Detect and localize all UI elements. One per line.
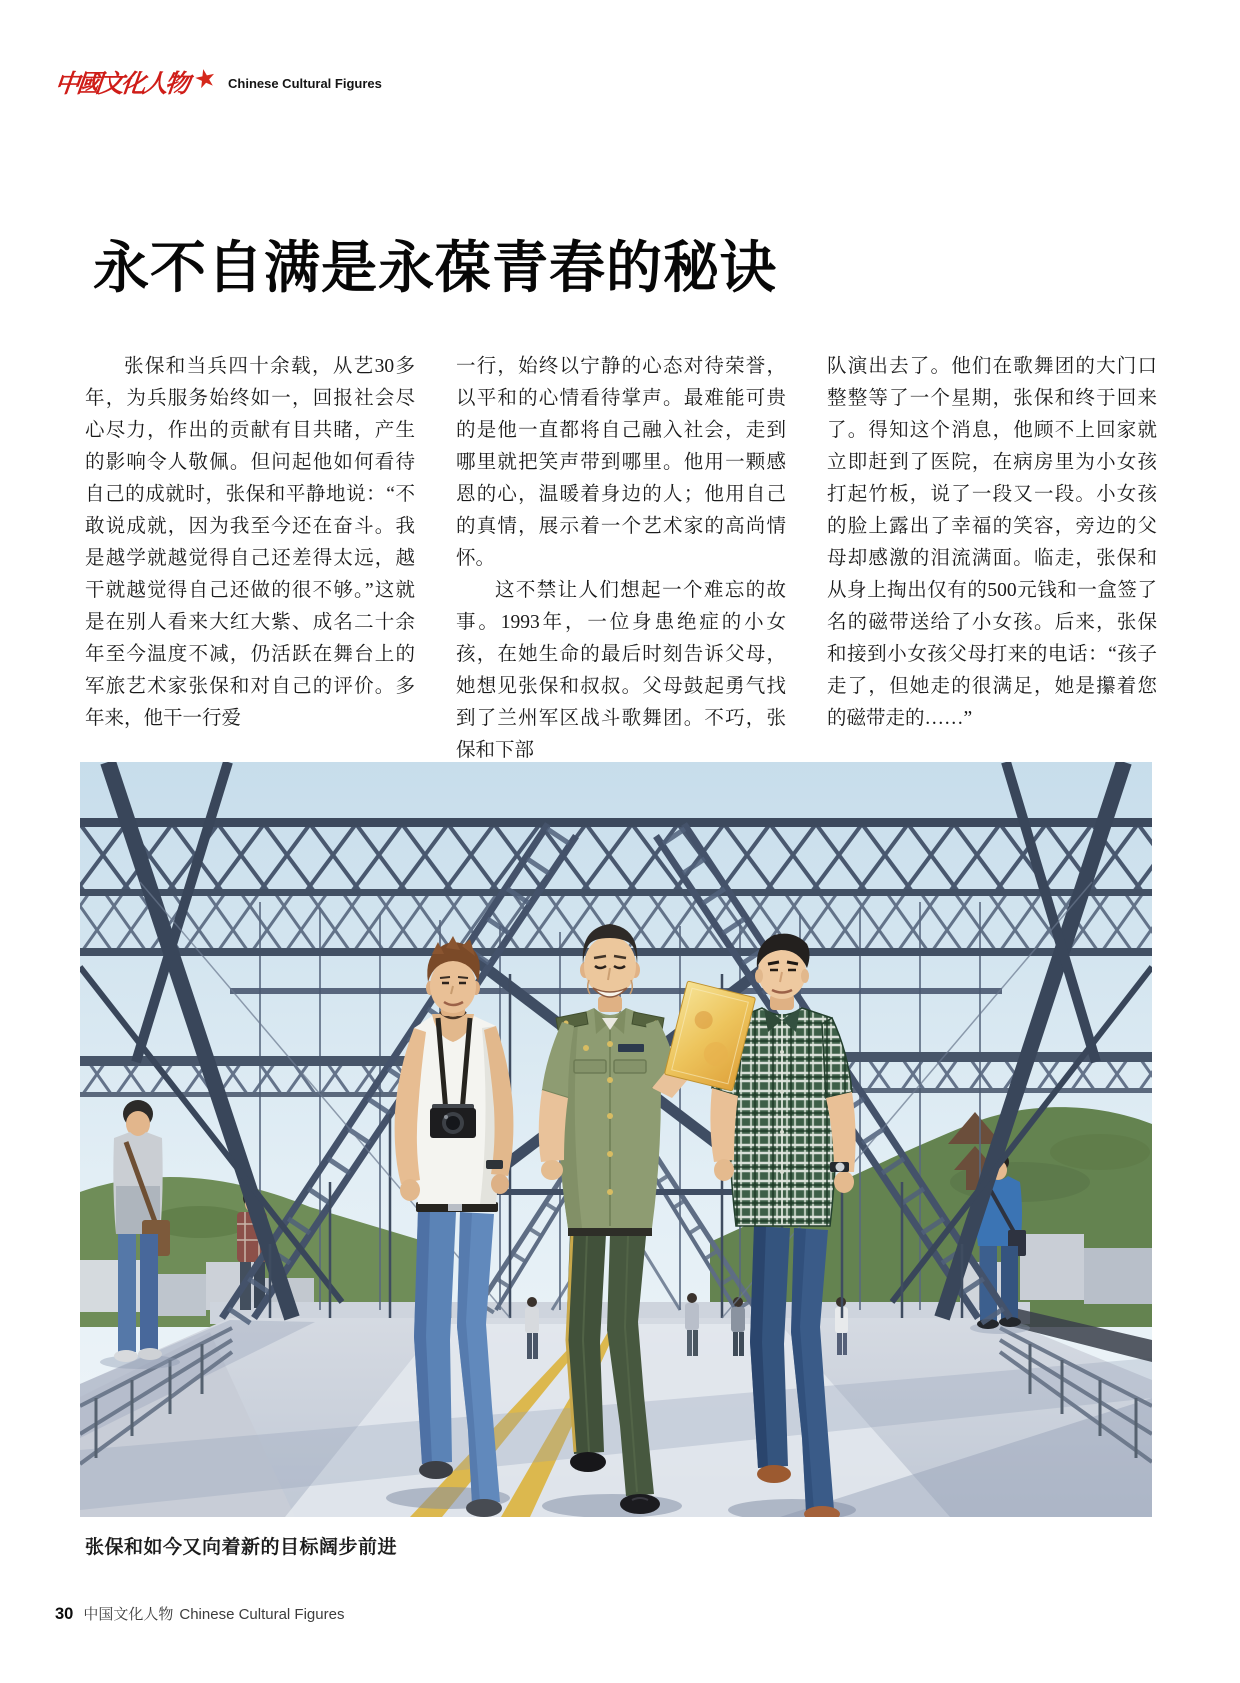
page-footer bbox=[55, 1603, 344, 1624]
camera bbox=[430, 1104, 476, 1138]
article-headline: 永不自满是永葆青春的秘诀 bbox=[93, 237, 777, 300]
watch bbox=[486, 1160, 503, 1169]
bridge-photo bbox=[80, 762, 1152, 1517]
page-number: 30 bbox=[55, 1605, 74, 1623]
photo-caption: 张保和如今又向着新的目标阔步前进 bbox=[85, 1537, 398, 1558]
body-paragraph: 队演出去了。他们在歌舞团的大门口整整等了一个星期，张保和终于回来了。得知这个消息，他顾不上回家就立即赶到了医院，在病房里为小女孩打起竹板，说了一段又一段。小女孩的脸上露出了幸福的笑容，旁边的父母却感激的泪流满面。临走，张保和从身上掏出仅有的500元钱和一盒签了名的磁带送给了小女孩。后来，张保和接到小女孩父母打来的电话：“孩子走了，但她走的很满足，她是攥着您的磁带走的……” bbox=[827, 356, 1157, 729]
article-column-1 bbox=[85, 351, 415, 735]
body-paragraph: 这不禁让人们想起一个难忘的故事。1993年，一位身患绝症的小女孩，在她生命的最后时刻告诉父母，她想见张保和叔叔。父母鼓起勇气找到了兰州军区战斗歌舞团。不巧，张保和下部 bbox=[456, 580, 786, 761]
footer-magazine-name-cn: 中国文化人物 bbox=[83, 1606, 174, 1623]
article-column-2 bbox=[456, 351, 786, 767]
chest-badge bbox=[618, 1044, 644, 1052]
body-paragraph: 一行，始终以宁静的心态对待荣誉，以平和的心情看待掌声。最难能可贵的是他一直都将自己融入社会，走到哪里就把笑声带到哪里。他用一颗感恩的心，温暖着身边的人；他用自己的真情，展示着一个艺术家的高尚情怀。 bbox=[456, 356, 786, 569]
magazine-logo-calligraphy: 中國文化人物 bbox=[53, 71, 189, 98]
body-paragraph: 张保和当兵四十余载，从艺30多年，为兵服务始终如一，回报社会尽心尽力，作出的贡献有目共睹，产生的影响令人敬佩。但问起他如何看待自己的成就时，张保和平静地说：“不敢说成就，因为我至今还在奋斗。我是越学就越觉得自己还差得太远，越干就越觉得自己还做的很不够。”这就是在别人看来大红大紫、成名二十余年至今温度不减，仍活跃在舞台上的军旅艺术家张保和对自己的评价。多年来，他干一行爱 bbox=[85, 356, 415, 729]
magazine-logo-english: Chinese Cultural Figures bbox=[228, 76, 382, 91]
star-icon: ★ bbox=[191, 61, 220, 96]
bridge-photo-illustration bbox=[80, 762, 1152, 1517]
footer-magazine-name-en: Chinese Cultural Figures bbox=[179, 1606, 345, 1623]
article-column-3 bbox=[827, 351, 1157, 735]
